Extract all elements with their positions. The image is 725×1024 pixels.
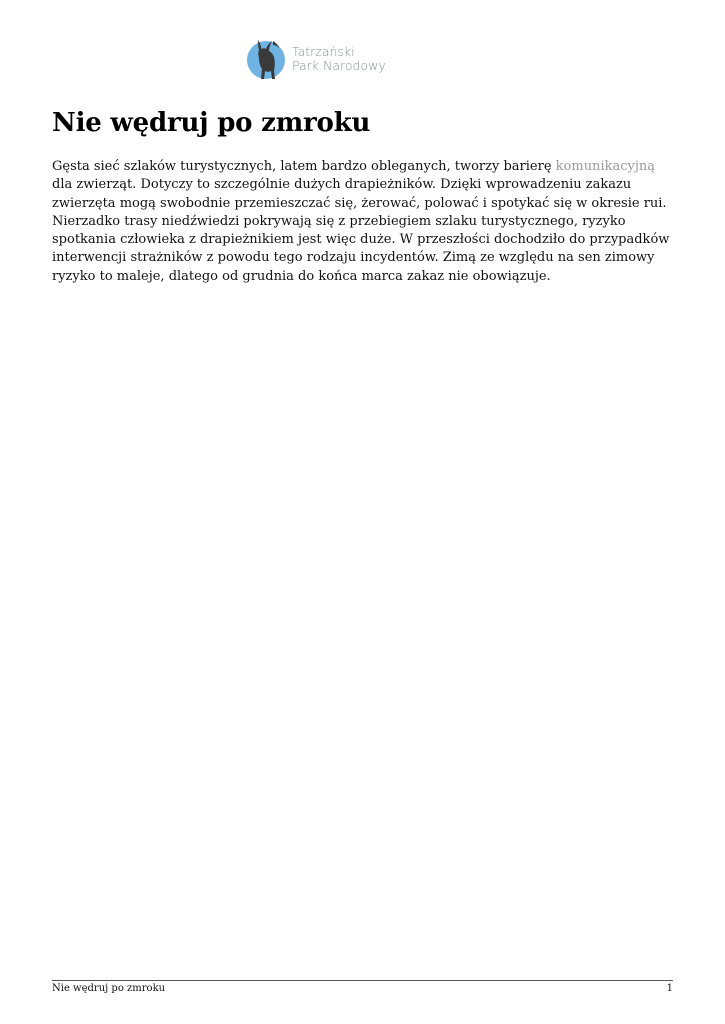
chamois-logo-icon — [246, 36, 288, 82]
paragraph-text-after-link: dla zwierząt. Dotyczy to szczególnie dużych drapieżników. Dzięki wprowadzeniu zakazu zwierzęta mogą swobodnie przemieszczać się, żerować, polować i spotykać się w okresie rui. Nierzadko trasy niedźwiedzi pokrywają się z przebiegiem szlaku turystycznego, ryzyko spotkania człowieka z drapieżnikiem jest więc duże. W przeszłości dochodziło do przypadków interwencji strażników z powodu tego rodzaju incydentów. Zimą ze względu na sen zimowy ryzyko to maleje, dlatego od grudnia do końca marca zakaz nie obowiązuje. — [52, 177, 670, 284]
park-logo — [246, 36, 386, 82]
footer-title: Nie wędruj po zmroku — [52, 983, 166, 994]
logo-line-2: Park Narodowy — [292, 58, 386, 73]
page-number: 1 — [666, 983, 673, 994]
komunikacyjna-link[interactable]: komunikacyjną — [555, 159, 655, 174]
logo-text — [292, 45, 386, 73]
article-paragraph — [52, 158, 677, 286]
page-title: Nie wędruj po zmroku — [52, 108, 371, 138]
paragraph-text-before-link: Gęsta sieć szlaków turystycznych, latem bardzo obleganych, tworzy barierę — [52, 159, 556, 174]
footer-divider — [52, 980, 673, 981]
logo-line-1: Tatrzański — [292, 44, 355, 59]
